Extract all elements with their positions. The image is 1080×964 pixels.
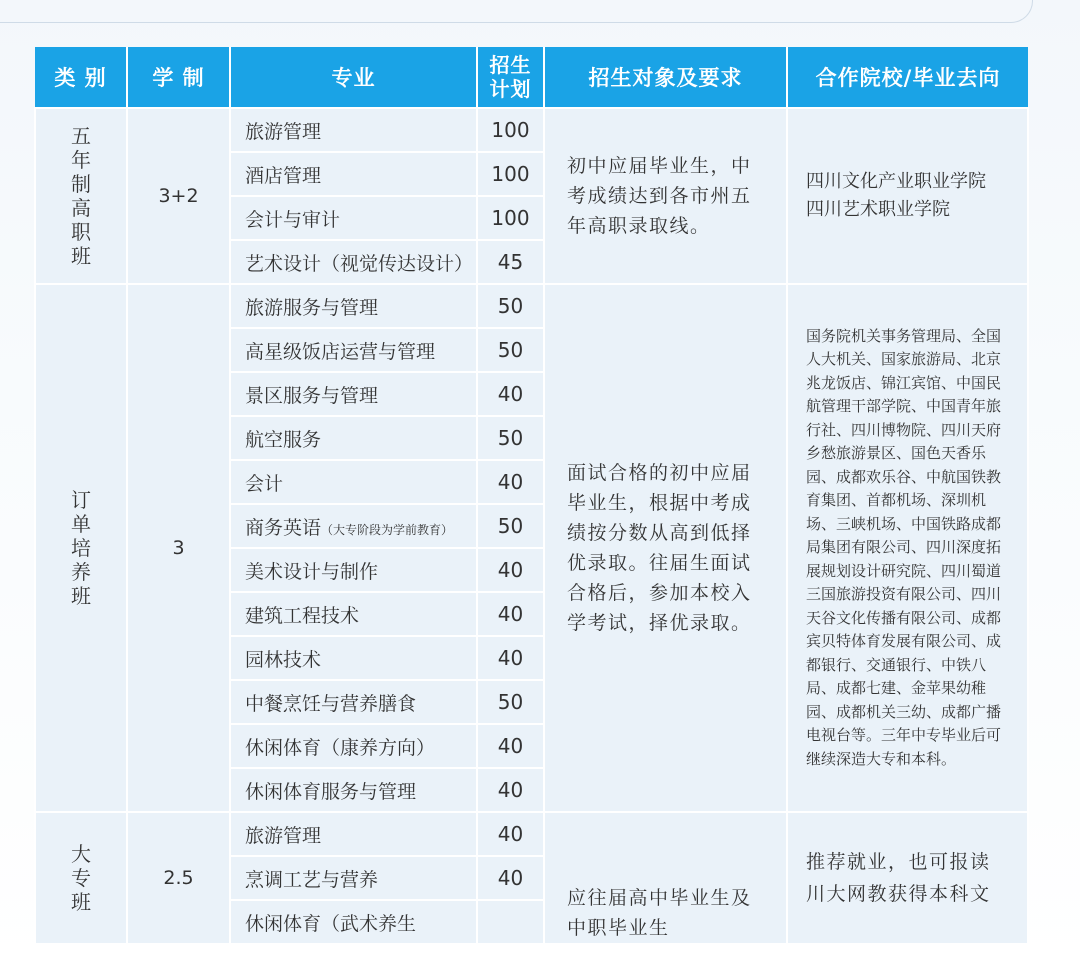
category-cell (35, 812, 127, 944)
major-cell: 航空服务 (230, 416, 477, 460)
quota-cell: 40 (477, 724, 544, 768)
duration-cell: 3 (127, 284, 230, 812)
quota-cell: 40 (477, 372, 544, 416)
quota-cell: 100 (477, 196, 544, 240)
major-cell: 高星级饭店运营与管理 (230, 328, 477, 372)
table-row (35, 812, 1028, 856)
requirement-cell: 面试合格的初中应届毕业生，根据中考成绩按分数从高到低择优录取。往届生面试合格后，参加本校入学考试，择优录取。 (544, 284, 787, 812)
table-row (35, 108, 1028, 152)
category-cell (35, 284, 127, 812)
quota-cell: 40 (477, 548, 544, 592)
category-label: 订单培养班 (71, 488, 91, 608)
major-cell: 中餐烹饪与营养膳食 (230, 680, 477, 724)
major-cell: 会计 (230, 460, 477, 504)
major-cell (230, 504, 477, 548)
quota-cell: 40 (477, 812, 544, 856)
quota-cell: 100 (477, 152, 544, 196)
header-duration: 学 制 (127, 47, 230, 108)
major-cell: 休闲体育（康养方向） (230, 724, 477, 768)
major-cell: 会计与审计 (230, 196, 477, 240)
decorative-frame-line (0, 0, 1033, 23)
major-cell: 建筑工程技术 (230, 592, 477, 636)
major-cell: 旅游服务与管理 (230, 284, 477, 328)
quota-cell: 40 (477, 636, 544, 680)
major-cell: 休闲体育（武术养生 (230, 900, 477, 944)
header-quota (477, 47, 544, 108)
quota-cell: 40 (477, 460, 544, 504)
category-label: 五年制高职班 (71, 124, 91, 268)
major-note: （大专阶段为学前教育） (321, 522, 454, 537)
category-cell (35, 108, 127, 284)
requirement-cell: 初中应届毕业生，中考成绩达到各市州五年高职录取线。 (544, 108, 787, 284)
major-cell: 景区服务与管理 (230, 372, 477, 416)
major-cell: 美术设计与制作 (230, 548, 477, 592)
table-header-row (35, 47, 1028, 108)
quota-cell: 50 (477, 328, 544, 372)
quota-cell: 50 (477, 680, 544, 724)
bottom-edge (0, 958, 1080, 964)
quota-cell: 40 (477, 768, 544, 812)
quota-cell: 50 (477, 504, 544, 548)
table-row (35, 284, 1028, 328)
header-requirement: 招生对象及要求 (544, 47, 787, 108)
major-cell: 艺术设计（视觉传达设计） (230, 240, 477, 284)
category-label: 大专班 (71, 842, 91, 914)
major-cell: 酒店管理 (230, 152, 477, 196)
enrollment-table (34, 47, 1029, 945)
duration-cell: 3+2 (127, 108, 230, 284)
header-major: 专业 (230, 47, 477, 108)
quota-cell: 50 (477, 416, 544, 460)
quota-cell: 40 (477, 592, 544, 636)
header-partner: 合作院校/毕业去向 (787, 47, 1028, 108)
quota-cell (477, 900, 544, 944)
quota-cell: 40 (477, 856, 544, 900)
partner-cell: 推荐就业，也可报读川大网教获得本科文 (787, 812, 1028, 944)
header-category: 类 别 (35, 47, 127, 108)
requirement-cell: 应往届高中毕业生及中职毕业生 (544, 812, 787, 944)
partner-cell: 四川文化产业职业学院 四川艺术职业学院 (787, 108, 1028, 284)
major-cell: 休闲体育服务与管理 (230, 768, 477, 812)
quota-cell: 45 (477, 240, 544, 284)
duration-cell: 2.5 (127, 812, 230, 944)
partner-cell: 国务院机关事务管理局、全国人大机关、国家旅游局、北京兆龙饭店、锦江宾馆、中国民航管理干部学院、中国青年旅行社、四川博物院、四川天府乡愁旅游景区、国色天香乐园、成都欢乐谷、中航国铁教育集团、首都机场、深圳机场、三峡机场、中国铁路成都局集团有限公司、四川深度拓展规划设计研究院、四川蜀道三国旅游投资有限公司、四川天谷文化传播有限公司、成都宾贝特体育发展有限公司、成都银行、交通银行、中铁八局、成都七建、金苹果幼稚园、成都机关三幼、成都广播电视台等。三年中专毕业后可继续深造大专和本科。 (787, 284, 1028, 812)
quota-cell: 50 (477, 284, 544, 328)
major-label: 商务英语 (245, 516, 322, 539)
major-cell: 旅游管理 (230, 812, 477, 856)
major-cell: 烹调工艺与营养 (230, 856, 477, 900)
major-cell: 园林技术 (230, 636, 477, 680)
header-quota-label: 招生 计划 (489, 53, 532, 101)
major-cell: 旅游管理 (230, 108, 477, 152)
quota-cell: 100 (477, 108, 544, 152)
